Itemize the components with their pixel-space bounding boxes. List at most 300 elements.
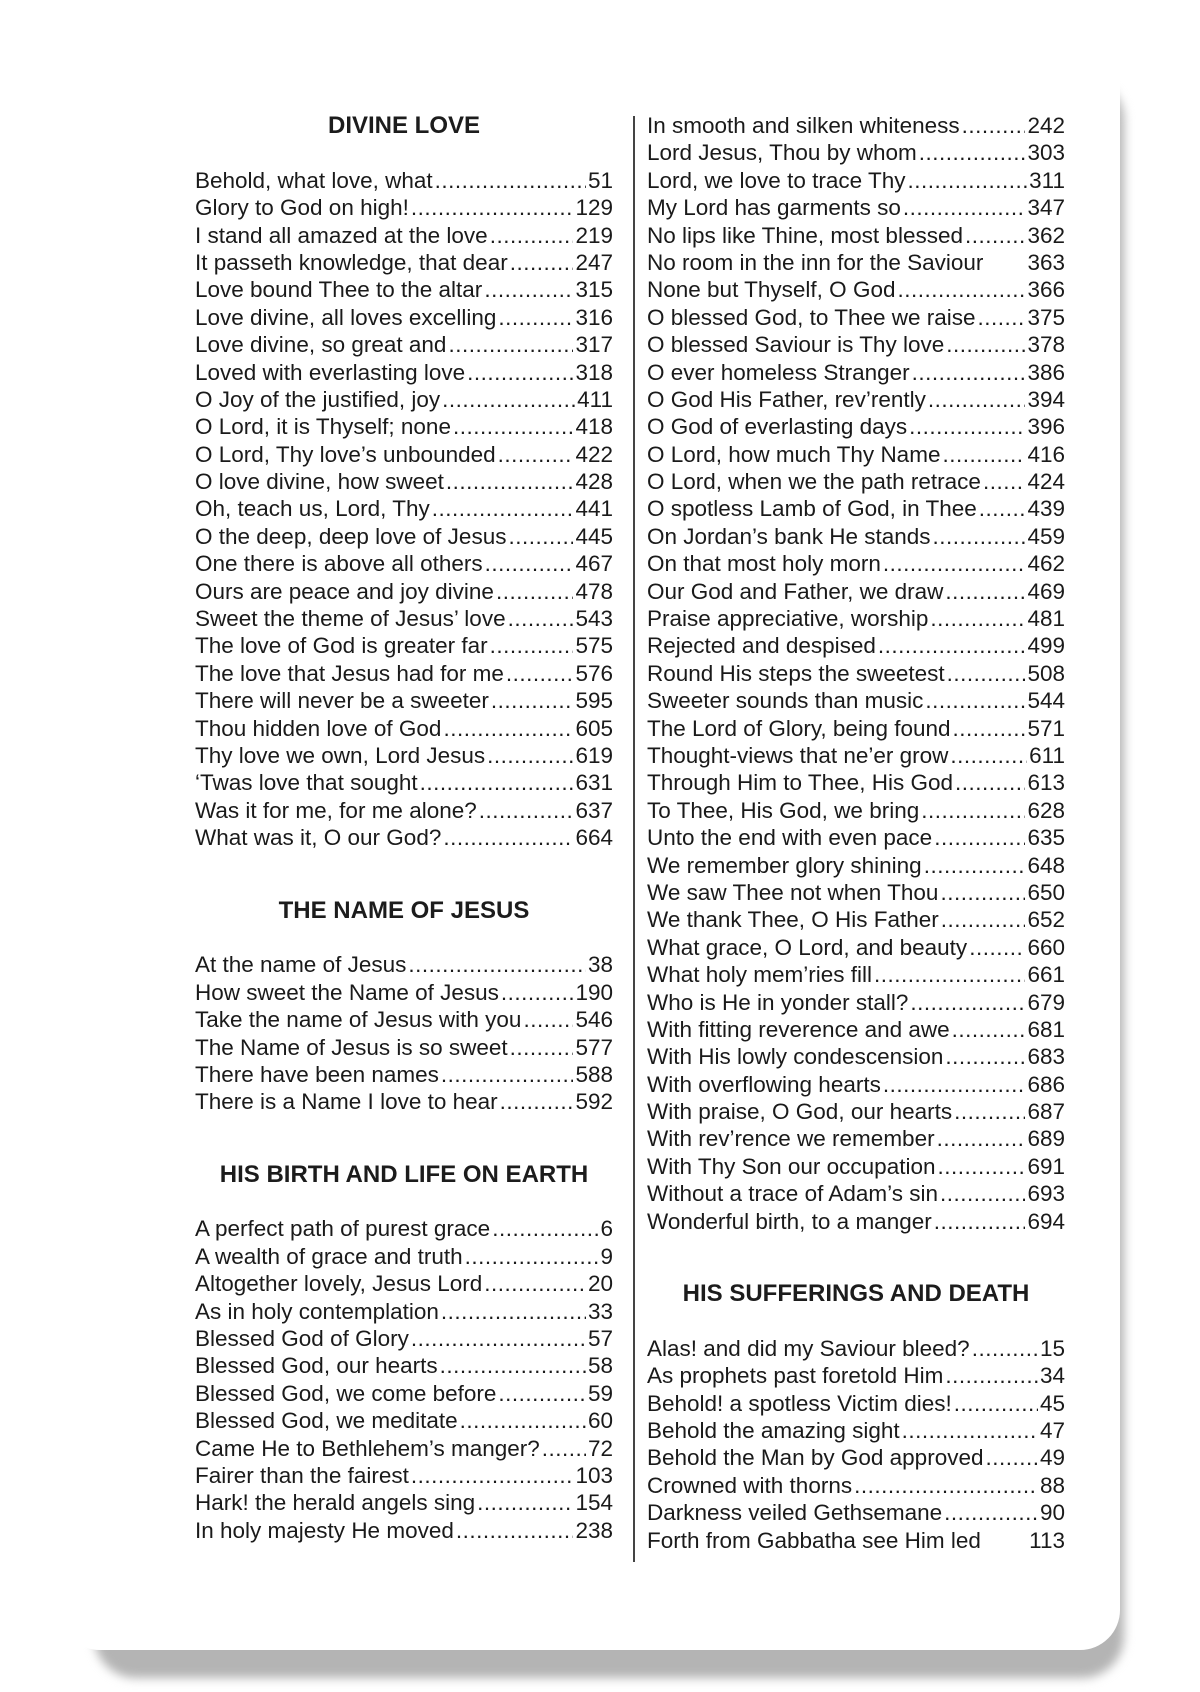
- hymn-number: 481: [1027, 606, 1065, 632]
- hymn-number: 628: [1027, 797, 1065, 823]
- hymn-first-line: Came He to Bethlehem’s manger?: [195, 1435, 540, 1461]
- hymn-entry: [647, 1335, 1065, 1362]
- dot-leader: [925, 687, 1025, 714]
- section-title: THE NAME OF JESUS: [278, 896, 530, 924]
- hymn-number: 459: [1027, 523, 1065, 549]
- hymn-entry: [647, 468, 1065, 495]
- hymn-first-line: O ever homeless Stranger: [647, 359, 910, 385]
- hymn-first-line: We thank Thee, O His Father: [647, 907, 939, 933]
- hymn-number: 316: [575, 304, 613, 330]
- dot-leader: [983, 468, 1026, 495]
- hymn-first-line: Behold the amazing sight: [647, 1417, 900, 1443]
- hymn-number: 362: [1027, 222, 1065, 248]
- hymn-number: 58: [587, 1353, 613, 1379]
- dot-leader: [909, 413, 1025, 440]
- dot-leader: [498, 1380, 586, 1407]
- hymn-entry: [647, 331, 1065, 358]
- hymn-number: 693: [1027, 1181, 1065, 1207]
- dot-leader: [962, 112, 1026, 139]
- dot-leader: [969, 934, 1025, 961]
- hymn-entry: [647, 1043, 1065, 1070]
- hymn-first-line: The love of God is greater far: [195, 633, 488, 659]
- hymn-first-line: Glory to God on high!: [195, 195, 409, 221]
- dot-leader: [907, 167, 1027, 194]
- hymn-entry: [195, 276, 613, 303]
- dot-leader: [930, 605, 1025, 632]
- hymn-first-line: I stand all amazed at the love: [195, 222, 488, 248]
- dot-leader: [542, 1435, 586, 1462]
- hymn-entry: [195, 824, 613, 851]
- dot-leader: [954, 1390, 1038, 1417]
- dot-leader: [446, 468, 574, 495]
- hymn-number: 418: [575, 414, 613, 440]
- hymn-entry: [647, 112, 1065, 139]
- hymn-entry: [195, 1325, 613, 1352]
- hymn-number: 33: [587, 1298, 613, 1324]
- hymn-first-line: With fitting reverence and awe: [647, 1016, 950, 1042]
- hymn-first-line: O Joy of the justified, joy: [195, 386, 441, 412]
- hymn-first-line: There is a Name I love to hear: [195, 1089, 498, 1115]
- hymn-first-line: A wealth of grace and truth: [195, 1243, 463, 1269]
- hymn-first-line: Hark! the herald angels sing: [195, 1490, 476, 1516]
- hymn-number: 577: [575, 1034, 613, 1060]
- hymn-entry: [647, 605, 1065, 632]
- dot-leader: [500, 1088, 574, 1115]
- hymn-first-line: Rejected and despised: [647, 633, 876, 659]
- hymn-number: 9: [600, 1243, 613, 1269]
- hymn-first-line: With praise, O God, our hearts: [647, 1099, 953, 1125]
- hymn-entry: [647, 304, 1065, 331]
- hymn-first-line: We saw Thee not when Thou: [647, 879, 939, 905]
- hymn-entry: [195, 167, 613, 194]
- hymn-number: 57: [587, 1326, 613, 1352]
- dot-leader: [443, 824, 573, 851]
- dot-leader: [924, 852, 1026, 879]
- hymn-number: 154: [575, 1490, 613, 1516]
- section-title: DIVINE LOVE: [327, 112, 481, 139]
- hymn-first-line: Love bound Thee to the altar: [195, 277, 483, 303]
- hymn-entry: [195, 797, 613, 824]
- hymn-entry: [195, 742, 613, 769]
- hymn-entry: [647, 906, 1065, 933]
- hymn-entry: [195, 550, 613, 577]
- dot-leader: [944, 1499, 1038, 1526]
- dot-leader: [485, 550, 574, 577]
- hymn-entry: [647, 1417, 1065, 1444]
- hymn-number: 363: [1027, 249, 1065, 275]
- hymn-first-line: O Lord, how much Thy Name: [647, 441, 941, 467]
- hymn-entry: [647, 1527, 1065, 1554]
- index-section: [647, 1280, 1065, 1554]
- hymn-number: 469: [1027, 578, 1065, 604]
- hymn-number: 635: [1027, 825, 1065, 851]
- dot-leader: [933, 523, 1026, 550]
- hymn-number: 238: [575, 1517, 613, 1543]
- hymn-number: 129: [575, 195, 613, 221]
- hymn-entry: [195, 578, 613, 605]
- hymn-number: 575: [575, 633, 613, 659]
- hymn-first-line: The love that Jesus had for me: [195, 660, 504, 686]
- dot-leader: [411, 1325, 586, 1352]
- dot-leader: [484, 276, 573, 303]
- dot-leader: [965, 222, 1025, 249]
- hymn-first-line: Unto the end with even pace: [647, 825, 933, 851]
- dot-leader: [941, 906, 1026, 933]
- hymn-number: 546: [575, 1007, 613, 1033]
- hymn-first-line: Blessed God, we come before: [195, 1380, 497, 1406]
- hymn-entry: [647, 139, 1065, 166]
- hymn-first-line: To Thee, His God, we bring: [647, 797, 920, 823]
- dot-leader: [878, 632, 1026, 659]
- hymn-number: 664: [575, 825, 613, 851]
- hymn-first-line: No room in the inn for the Saviour: [647, 249, 984, 275]
- dot-leader: [441, 1298, 586, 1325]
- hymn-number: 544: [1027, 688, 1065, 714]
- hymn-number: 687: [1027, 1099, 1065, 1125]
- hymn-first-line: O Lord, it is Thyself; none: [195, 414, 451, 440]
- hymn-entry: [647, 961, 1065, 988]
- hymn-entry: [195, 605, 613, 632]
- hymn-number: 38: [587, 952, 613, 978]
- hymn-number: 15: [1039, 1335, 1065, 1361]
- hymn-number: 694: [1027, 1208, 1065, 1234]
- index-page: [60, 40, 1120, 1650]
- hymn-number: 378: [1027, 332, 1065, 358]
- hymn-entry: [195, 660, 613, 687]
- hymn-entry: [195, 386, 613, 413]
- dot-leader: [448, 331, 573, 358]
- hymn-entry: [195, 359, 613, 386]
- hymn-first-line: Behold, what love, what: [195, 167, 433, 193]
- hymn-entry: [647, 441, 1065, 468]
- dot-leader: [491, 687, 574, 714]
- dot-leader: [487, 742, 573, 769]
- dot-leader: [420, 769, 574, 796]
- hymn-number: 311: [1029, 167, 1065, 193]
- dot-leader: [912, 359, 1026, 386]
- hymn-entry: [647, 495, 1065, 522]
- dot-leader: [435, 167, 586, 194]
- dot-leader: [408, 951, 586, 978]
- hymn-entry: [647, 769, 1065, 796]
- hymn-first-line: Crowned with thorns: [647, 1472, 853, 1498]
- dot-leader: [945, 578, 1025, 605]
- hymn-number: 411: [577, 386, 613, 412]
- dot-leader: [874, 961, 1025, 988]
- dot-leader: [498, 441, 574, 468]
- hymn-number: 219: [575, 222, 613, 248]
- hymn-number: 648: [1027, 852, 1065, 878]
- hymn-number: 686: [1027, 1071, 1065, 1097]
- hymn-number: 683: [1027, 1044, 1065, 1070]
- hymn-entry: [195, 413, 613, 440]
- hymn-first-line: Lord Jesus, Thou by whom: [647, 140, 917, 166]
- dot-leader: [945, 1043, 1025, 1070]
- hymn-entry: [195, 979, 613, 1006]
- dot-leader: [854, 1472, 1038, 1499]
- hymn-number: 424: [1027, 469, 1065, 495]
- hymn-number: 113: [1029, 1527, 1065, 1553]
- dot-leader: [506, 660, 574, 687]
- hymn-entry: [647, 1499, 1065, 1526]
- hymn-number: 691: [1027, 1153, 1065, 1179]
- hymn-number: 396: [1027, 414, 1065, 440]
- dot-leader: [897, 276, 1025, 303]
- dot-leader: [946, 331, 1025, 358]
- hymn-entry: [195, 249, 613, 276]
- hymn-first-line: Wonderful birth, to a manger: [647, 1208, 932, 1234]
- hymn-first-line: It passeth knowledge, that dear: [195, 249, 508, 275]
- hymn-entry: [195, 523, 613, 550]
- hymn-first-line: O love divine, how sweet: [195, 469, 444, 495]
- hymn-number: 508: [1027, 660, 1065, 686]
- hymn-entry: [647, 359, 1065, 386]
- hymn-first-line: O God His Father, rev’rently: [647, 386, 926, 412]
- hymn-first-line: On Jordan’s bank He stands: [647, 523, 931, 549]
- hymn-first-line: Take the name of Jesus with you: [195, 1007, 522, 1033]
- hymn-entry: [195, 1088, 613, 1115]
- hymn-number: 652: [1027, 907, 1065, 933]
- hymn-list: [195, 167, 613, 852]
- hymn-first-line: In holy majesty He moved: [195, 1517, 454, 1543]
- dot-leader: [883, 1071, 1026, 1098]
- dot-leader: [952, 1016, 1026, 1043]
- dot-leader: [453, 413, 573, 440]
- hymn-first-line: Without a trace of Adam’s sin: [647, 1181, 938, 1207]
- hymn-number: 445: [575, 523, 613, 549]
- hymn-number: 592: [575, 1089, 613, 1115]
- hymn-entry: [195, 1380, 613, 1407]
- hymn-number: 650: [1027, 879, 1065, 905]
- hymn-entry: [195, 1407, 613, 1434]
- hymn-entry: [647, 222, 1065, 249]
- hymn-first-line: Behold the Man by God approved: [647, 1445, 984, 1471]
- hymn-entry: [195, 1435, 613, 1462]
- hymn-first-line: Ours are peace and joy divine: [195, 578, 494, 604]
- dot-leader: [919, 139, 1026, 166]
- hymn-first-line: None but Thyself, O God: [647, 277, 896, 303]
- hymn-number: 681: [1027, 1016, 1065, 1042]
- hymn-number: 416: [1027, 441, 1065, 467]
- hymn-entry: [195, 1061, 613, 1088]
- hymn-entry: [647, 249, 1065, 276]
- hymn-number: 467: [575, 551, 613, 577]
- hymn-entry: [195, 1298, 613, 1325]
- hymn-entry: [647, 879, 1065, 906]
- hymn-first-line: Sweeter sounds than music: [647, 688, 924, 714]
- hymn-entry: [647, 194, 1065, 221]
- dot-leader: [934, 824, 1025, 851]
- index-section: [195, 897, 613, 1116]
- hymn-first-line: Lord, we love to trace Thy: [647, 167, 906, 193]
- hymn-entry: [195, 1270, 613, 1297]
- hymn-entry: [647, 1016, 1065, 1043]
- hymn-entry: [647, 578, 1065, 605]
- hymn-entry: [647, 715, 1065, 742]
- hymn-number: 588: [575, 1061, 613, 1087]
- dot-leader: [479, 797, 574, 824]
- dot-leader: [498, 304, 573, 331]
- hymn-entry: [195, 1215, 613, 1242]
- dot-leader: [979, 495, 1026, 522]
- hymn-first-line: On that most holy morn: [647, 551, 881, 577]
- hymn-first-line: Love divine, so great and: [195, 332, 447, 358]
- hymn-number: 428: [575, 469, 613, 495]
- hymn-entry: [647, 1125, 1065, 1152]
- hymn-entry: [195, 194, 613, 221]
- hymn-number: 190: [575, 979, 613, 1005]
- hymn-entry: [195, 687, 613, 714]
- hymn-first-line: Sweet the theme of Jesus’ love: [195, 606, 506, 632]
- hymn-first-line: Who is He in yonder stall?: [647, 989, 909, 1015]
- hymn-entry: [647, 632, 1065, 659]
- hymn-first-line: In smooth and silken whiteness: [647, 113, 960, 138]
- dot-leader: [953, 715, 1026, 742]
- hymn-first-line: ‘Twas love that sought: [195, 770, 418, 796]
- dot-leader: [902, 1417, 1038, 1444]
- dot-leader: [484, 1270, 586, 1297]
- hymn-number: 72: [587, 1435, 613, 1461]
- dot-leader: [940, 879, 1025, 906]
- hymn-first-line: Darkness veiled Gethsemane: [647, 1500, 943, 1526]
- dot-leader: [492, 1215, 598, 1242]
- dot-leader: [942, 441, 1025, 468]
- hymn-number: 59: [587, 1380, 613, 1406]
- hymn-first-line: What grace, O Lord, and beauty: [647, 934, 968, 960]
- hymn-first-line: O spotless Lamb of God, in Thee: [647, 496, 977, 522]
- index-section: [195, 1161, 613, 1544]
- hymn-first-line: As in holy contemplation: [195, 1298, 439, 1324]
- hymn-first-line: What was it, O our God?: [195, 825, 442, 851]
- hymn-first-line: With rev’rence we remember: [647, 1126, 935, 1152]
- hymn-entry: [647, 550, 1065, 577]
- hymn-first-line: Thought-views that ne’er grow: [647, 742, 949, 768]
- hymn-number: 605: [575, 715, 613, 741]
- dot-leader: [978, 304, 1026, 331]
- hymn-number: 103: [575, 1462, 613, 1488]
- hymn-entry: [647, 276, 1065, 303]
- hymn-number: 247: [575, 249, 613, 275]
- hymn-number: 571: [1027, 715, 1065, 741]
- dot-leader: [441, 1061, 574, 1088]
- hymn-number: 394: [1027, 386, 1065, 412]
- hymn-number: 660: [1027, 934, 1065, 960]
- hymn-number: 366: [1027, 277, 1065, 303]
- hymn-number: 318: [575, 359, 613, 385]
- dot-leader: [442, 386, 575, 413]
- dot-leader: [910, 989, 1025, 1016]
- hymn-first-line: The Lord of Glory, being found: [647, 715, 951, 741]
- hymn-entry: [647, 797, 1065, 824]
- hymn-number: 661: [1027, 962, 1065, 988]
- hymn-entry: [195, 468, 613, 495]
- hymn-first-line: At the name of Jesus: [195, 952, 407, 978]
- hymn-number: 47: [1039, 1417, 1065, 1443]
- hymn-first-line: As prophets past foretold Him: [647, 1363, 944, 1389]
- dot-leader: [934, 1208, 1026, 1235]
- hymn-entry: [195, 1243, 613, 1270]
- hymn-number: 6: [600, 1216, 613, 1242]
- hymn-entry: [195, 1006, 613, 1033]
- hymn-first-line: Oh, teach us, Lord, Thy: [195, 496, 430, 522]
- dot-leader: [947, 660, 1026, 687]
- dot-leader: [465, 1243, 599, 1270]
- hymn-entry: [647, 989, 1065, 1016]
- hymn-number: 88: [1039, 1472, 1065, 1498]
- index-section: [195, 112, 613, 852]
- hymn-number: 317: [575, 332, 613, 358]
- hymn-number: 242: [1027, 113, 1065, 138]
- hymn-entry: [647, 660, 1065, 687]
- hymn-entry: [647, 523, 1065, 550]
- hymn-number: 20: [587, 1271, 613, 1297]
- hymn-first-line: Praise appreciative, worship: [647, 606, 929, 632]
- hymn-first-line: With His lowly condescension: [647, 1044, 944, 1070]
- section-title: HIS BIRTH AND LIFE ON EARTH: [219, 1160, 589, 1188]
- hymn-list: [647, 112, 1065, 1235]
- hymn-first-line: O blessed Saviour is Thy love: [647, 332, 945, 358]
- dot-leader: [501, 979, 574, 1006]
- hymn-first-line: O blessed God, to Thee we raise: [647, 304, 976, 330]
- hymn-first-line: O God of everlasting days: [647, 414, 908, 440]
- hymn-first-line: O the deep, deep love of Jesus: [195, 523, 507, 549]
- hymn-entry: [647, 687, 1065, 714]
- hymn-first-line: Forth from Gabbatha see Him led: [647, 1527, 981, 1553]
- dot-leader: [460, 1407, 586, 1434]
- hymn-entry: [647, 413, 1065, 440]
- hymn-number: 375: [1027, 304, 1065, 330]
- hymn-first-line: Fairer than the fairest: [195, 1462, 409, 1488]
- hymn-entry: [195, 951, 613, 978]
- hymn-entry: [195, 632, 613, 659]
- dot-leader: [432, 495, 574, 522]
- hymn-first-line: Thy love we own, Lord Jesus: [195, 742, 486, 768]
- hymn-first-line: What holy mem’ries fill: [647, 962, 873, 988]
- hymn-first-line: We remember glory shining: [647, 852, 922, 878]
- dot-leader: [508, 523, 573, 550]
- hymn-number: 499: [1027, 633, 1065, 659]
- hymn-first-line: Blessed God, our hearts: [195, 1353, 438, 1379]
- hymn-first-line: With Thy Son our occupation: [647, 1153, 936, 1179]
- hymn-number: 51: [587, 167, 613, 193]
- dot-leader: [972, 1335, 1038, 1362]
- dot-leader: [510, 249, 574, 276]
- hymn-number: 637: [575, 797, 613, 823]
- dot-leader: [490, 632, 574, 659]
- hymn-first-line: The Name of Jesus is so sweet: [195, 1034, 508, 1060]
- hymn-entry: [195, 1462, 613, 1489]
- hymn-entry: [195, 1352, 613, 1379]
- hymn-number: 386: [1027, 359, 1065, 385]
- hymn-entry: [647, 167, 1065, 194]
- hymn-first-line: Altogether lovely, Jesus Lord: [195, 1271, 483, 1297]
- hymn-first-line: Was it for me, for me alone?: [195, 797, 477, 823]
- dot-leader: [945, 1362, 1038, 1389]
- dot-leader: [456, 1517, 574, 1544]
- dot-leader: [883, 550, 1026, 577]
- hymn-first-line: Thou hidden love of God: [195, 715, 442, 741]
- hymn-first-line: With overflowing hearts: [647, 1071, 881, 1097]
- dot-leader: [443, 715, 573, 742]
- left-column: [195, 112, 613, 1544]
- hymn-entry: [647, 1208, 1065, 1235]
- hymn-first-line: Alas! and did my Saviour bleed?: [647, 1335, 970, 1361]
- hymn-entry: [647, 386, 1065, 413]
- dot-leader: [523, 1006, 573, 1033]
- hymn-entry: [195, 331, 613, 358]
- hymn-number: 303: [1027, 140, 1065, 166]
- hymn-entry: [647, 852, 1065, 879]
